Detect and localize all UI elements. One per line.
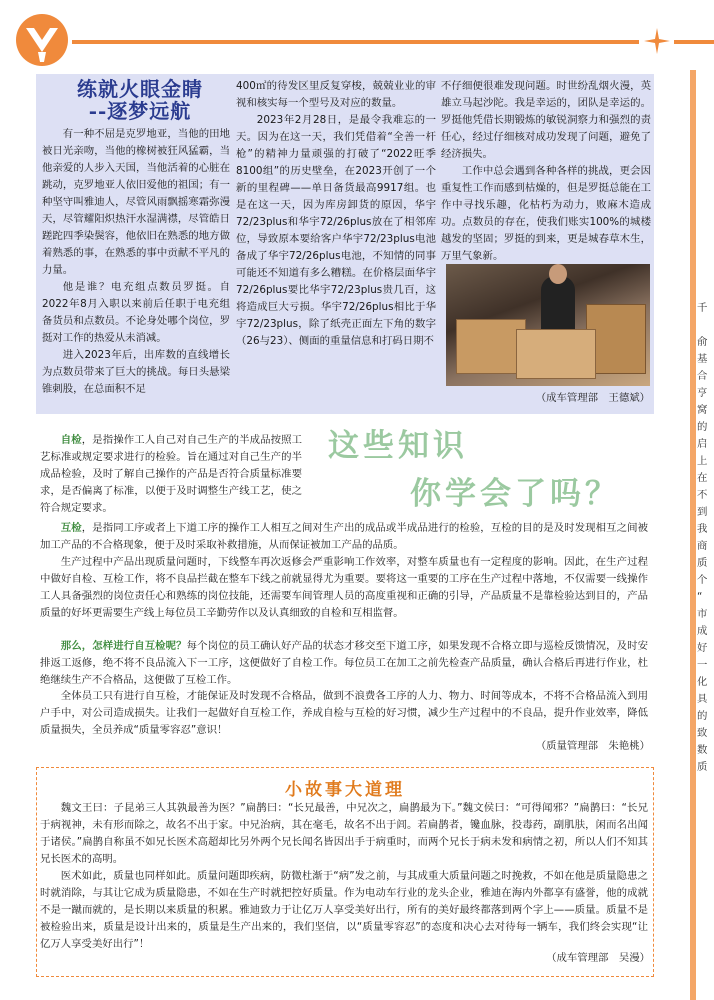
story-paragraph-2: 医术如此，质量也同样如此。质量问题即疾病，防微杜渐于“病”发之前，与其成重大质量问题之时挽救，不如在他是质量隐患之时就消除，与其让它成为质量隐患，不如在生产时就把控好质量。作为电动车行业的龙头企业，雅迪在海内外都享有盛誉，他的成就不是一蹴而就的，是长期以来质量的积累。雅迪致力于让亿万人享受美好出行，所有的美好最终都落到两个字上——质量。质量不是被检验出来，质量是设计出来的，质量是生产出来的，我们坚信，以“质量零容忍”的态度和决心去对待每一辆车，我们终会实现“让亿万人享受美好出行”！ xyxy=(40,870,648,950)
right-edge-bar xyxy=(690,70,696,1000)
all-staff-paragraph: 全体员工只有进行自互检，才能保证及时发现不合格品，做到不浪费各工序的人力、物力、时间等成本，不将不合格品流入到用户手中，对公司造成损失。让我们一起做好自互检工作，养成自检与互检的好习惯，减少生产过程中的不良品，提升作业效率，降低质量损失，全员养成“质量零容忍”意识！ xyxy=(40,690,648,736)
edge-char: 成 xyxy=(697,625,708,637)
edge-char: 质 xyxy=(697,761,708,773)
article2-title-line1: 这些知识 xyxy=(328,428,468,464)
edge-char: 在 xyxy=(697,472,708,484)
adjacent-page-edge-text xyxy=(697,300,709,776)
edge-char: 数 xyxy=(697,744,708,756)
article1-paragraph: 进入2023年后，出库数的直线增长为点数员带来了巨大的挑战。每日头悬梁锥刺股，在总面积不足 xyxy=(42,349,230,395)
edge-char: 质 xyxy=(697,557,708,569)
story-byline: （成车管理部 吴漫） xyxy=(546,952,650,964)
edge-char: 市 xyxy=(697,608,708,620)
edge-char: 俞 xyxy=(697,336,708,348)
mutual-check-text: ，是指同工序或者上下道工序的操作工人相互之间对生产出的成品或半成品进行的检验，互检的目的是及时发现相互之间被加工产品的不合格现象，便于及时采取补救措施，从而保证被加工产品的品质。 xyxy=(40,522,649,551)
edge-char: 窝 xyxy=(697,404,708,416)
self-check-text: ，是指操作工人自己对自己生产的半成品按照工艺标准或规定要求进行的检验。旨在通过对自己生产的半成品检验，及时了解自己操作的产品是否符合质量标准要求，是否偏离了标准，以便于及时调整生产线工艺，使之符合规定要求。 xyxy=(40,434,302,514)
edge-char: 的 xyxy=(697,710,708,722)
article1-column-1 xyxy=(42,126,230,395)
sparkle-star-icon xyxy=(642,26,672,56)
edge-char: 好 xyxy=(697,642,708,654)
article2-byline: （质量管理部 朱艳桃） xyxy=(535,740,650,752)
edge-char: 具 xyxy=(697,693,708,705)
edge-char: 我 xyxy=(697,523,708,535)
edge-char: 亨 xyxy=(697,387,708,399)
mutual-check-term: 互检 xyxy=(60,522,82,534)
header-divider-line xyxy=(72,40,639,44)
edge-char: 一 xyxy=(697,659,708,671)
article1-paragraph: 有一种不屈是克罗地亚，当他的田地被日光亲吻，当他的橡树被狂风猛霸，当他亲爱的人步入天国，当他活着的心脏在跳动，克罗地亚人依旧爱他的祖国；有一种坚守叫雅迪人，尽管风雨飘摇寒霜弥漫天，尽管耀阳炽热汗水湿满襟，尽管皓日蹉跎四季染鬓容，他依旧在熟悉的地方做着熟悉的事，在熟悉的事中贡献不平凡的力量。 xyxy=(42,128,230,276)
article1-photo xyxy=(446,264,650,386)
header-divider-line-right xyxy=(674,40,714,44)
article1-paragraph: 他是谁？电充组点数员罗挺。自2022年8月入职以来前后任职于电充组备货员和点数员。不论身处哪个岗位，罗挺对工作的热爱从未消减。 xyxy=(42,281,230,344)
edge-char: 化 xyxy=(697,676,708,688)
edge-char: 基 xyxy=(697,353,708,365)
self-check-term: 自检 xyxy=(60,434,82,446)
edge-char: 上 xyxy=(697,455,708,467)
article1-byline: （成车管理部 王德斌） xyxy=(535,392,650,404)
article1-title-line1: 练就火眼金睛 xyxy=(77,77,203,101)
article1-column-3 xyxy=(441,78,651,265)
self-check-paragraph xyxy=(40,432,302,517)
article1-paragraph-cont: 400㎡的待发区里反复穿梭，兢兢业业的审视和核实每一个型号及对应的数量。 xyxy=(236,80,436,109)
article1-column-2 xyxy=(236,78,436,350)
how-question: 那么，怎样进行自互检呢？ xyxy=(60,640,187,652)
how-text: 每个岗位的员工确认好产品的状态才移交至下道工序，如果发现不合格立即与巡检反馈情况，及时安排返工返修，绝不将不良品流入下一工序，这便做好了自检工作。每位员工在加工之前先检查产品质量，确认合格后再进行作业，杜绝继续生产不合格品，这便做了互检工作。 xyxy=(40,640,649,686)
edge-char: 合 xyxy=(697,370,708,382)
article1-title xyxy=(60,78,220,122)
mutual-check-paragraph xyxy=(40,520,648,554)
article1-title-line2: --逐梦远航 xyxy=(88,99,192,123)
story-title: 小故事大道理 xyxy=(285,780,405,800)
edge-char xyxy=(697,317,709,334)
edge-char: 致 xyxy=(697,727,708,739)
process-paragraph: 生产过程中产品出现质量问题时，下线整车再次返修会严重影响工作效率，对整车质量也有一定程度的影响。因此，在生产过程中做好自检、互检工作，将不良品拦截在整车下线之前就显得尤为重要。要将这一重要的工序在生产过程中落地，不仅需要一线操作工人具备强烈的岗位责任心和熟练的岗位技能，还需要车间管理人员的高度重视和正确的引导，产品质量不是靠检验达到目的，产品质量的好坏更需要生产线上每位员工辛勤劳作以及认真细致的自检和互相监督。 xyxy=(40,556,648,619)
article1-paragraph-cont: 不仔细便很难发现问题。时世纷乱烟火漫，英雄立马起沙陀。我是幸运的，团队是幸运的。罗挺他凭借长期锻炼的敏锐洞察力和强烈的责任心，经过仔细核对成功发现了问题，避免了经济损失。 xyxy=(441,80,651,160)
edge-char: 不 xyxy=(697,489,708,501)
edge-char: 千 xyxy=(697,302,708,314)
yadea-logo-icon xyxy=(14,12,70,68)
edge-char: 启 xyxy=(697,438,708,450)
article1-paragraph: 2023年2月28日，是最令我难忘的一天。因为在这一天，我们凭借着“全善一杆枪”的精神力量顽强的打破了“2022旺季8100组”的历史壁垒，在2023开创了一个新的里程碑——单日备货最高9917组。也是在这一天，因为库房卸货的原因，华宇72/23plus和华宇72/26plus放在了相邻库位，导致原本要给客户华宇72/23plus电池备成了华宇72/26plus电池，不知情的同事可能还不知道有多么糟糕。在价格层面华宇72/26plus要比华宇72/23plus贵几百，这将造成巨大亏损。华宇72/26plus相比于华宇72/23plus，除了纸壳正面左下角的数字（26与23）、侧面的重量信息和打码日期不 xyxy=(236,114,436,347)
edge-char: 个 xyxy=(697,574,708,586)
edge-char: “ xyxy=(697,591,703,603)
article1-paragraph: 工作中总会遇到各种各样的挑战，更会因重复性工作而感到枯燥的，但是罗挺总能在工作中寻找乐趣，化枯朽为动力，败麻木造成功。点数员的存在，使我们账实100%的城楼越发的坚固；罗挺的到来，更是城春草木生，万里气象新。 xyxy=(441,165,651,262)
how-paragraph xyxy=(40,638,648,689)
edge-char: 的 xyxy=(697,421,708,433)
edge-char: 到 xyxy=(697,506,708,518)
article2-title-line2: 你学会了吗？ xyxy=(410,476,620,512)
story-paragraph-1: 魏文王曰：子昆弟三人其孰最善为医？”扁鹊曰：“长兄最善，中兄次之，扁鹊最为下。”魏文侯曰：“可得闻邪？”扁鹊曰：“长兄于病视神，未有形而除之，故名不出于家。中兄治病，其在毫毛，故名不出于闾。若扁鹊者，镵血脉，投毒药，副肌肤，闲而名出闻于诸侯。”扁鹊自称虽不如兄长医术高超却比另外两个兄长闻名皆因出手于病重时，而两个兄长于病未发和病情之初，所以人们不知其兄长医术的高明。 xyxy=(40,802,648,865)
edge-char: 商 xyxy=(697,540,708,552)
